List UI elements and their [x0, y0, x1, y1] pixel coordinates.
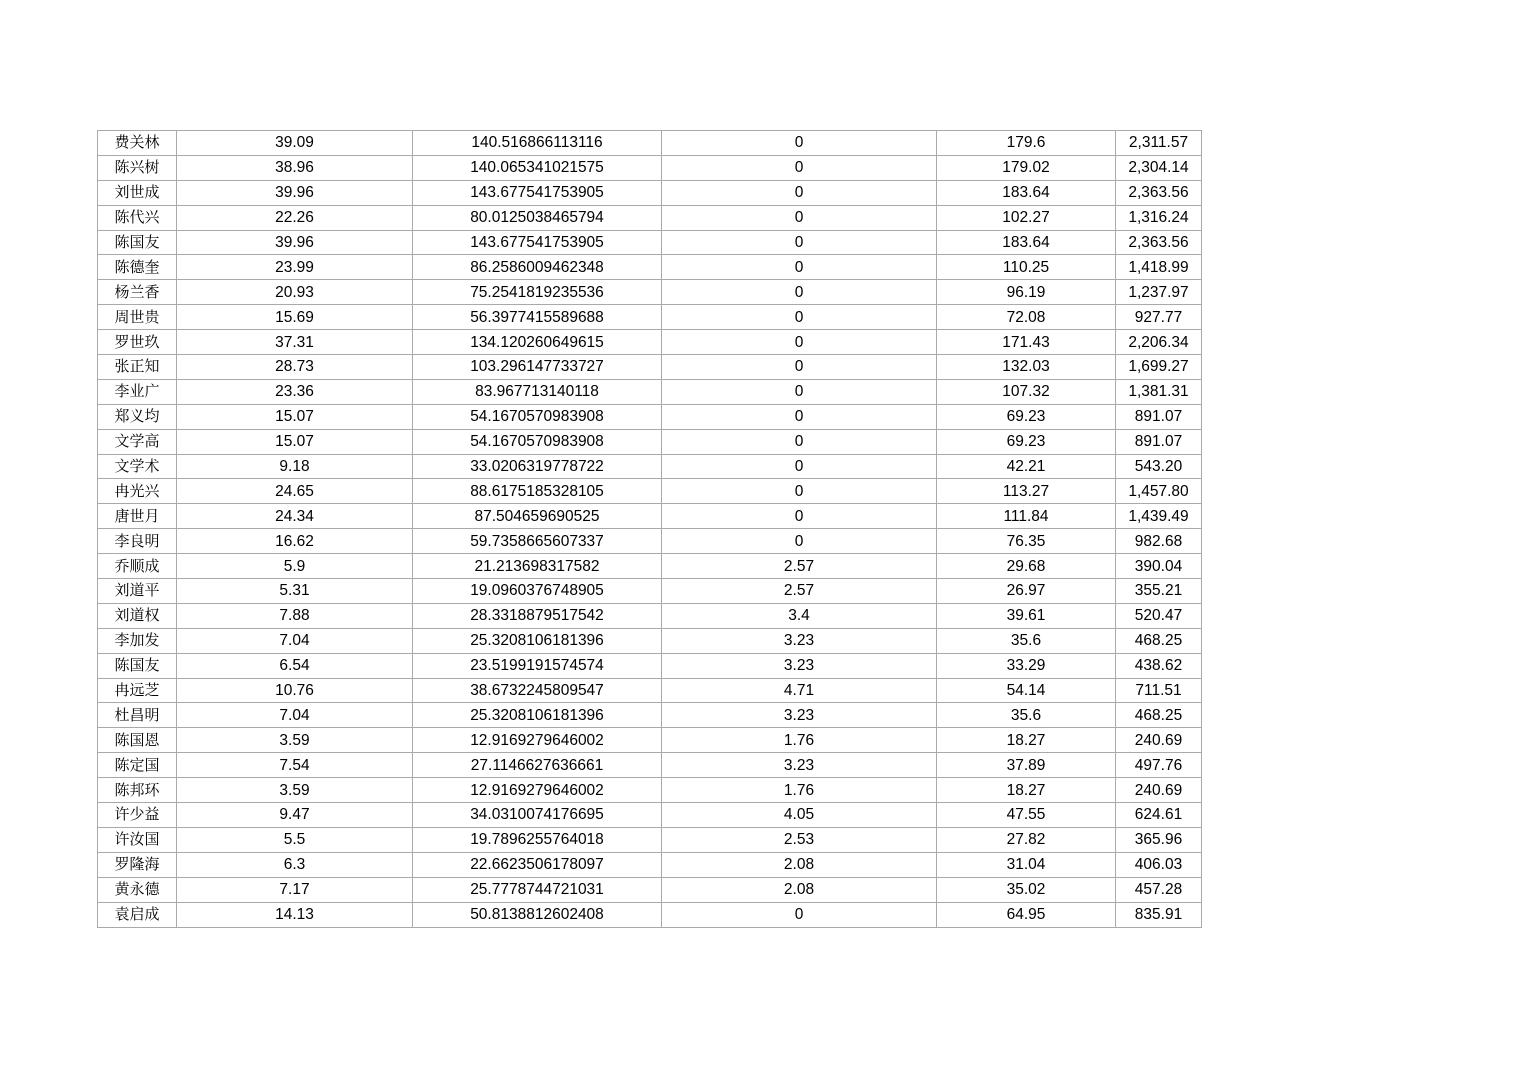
table-row — [98, 355, 1202, 380]
value-b-cell: 103.296147733727 — [413, 355, 662, 380]
table-row — [98, 429, 1202, 454]
name-cell: 郑义均 — [98, 404, 177, 429]
value-d-cell: 72.08 — [937, 305, 1116, 330]
amount-cell: 982.68 — [1116, 529, 1202, 554]
value-d-cell: 76.35 — [937, 529, 1116, 554]
value-d-cell: 39.61 — [937, 603, 1116, 628]
table-row — [98, 803, 1202, 828]
value-b-cell: 25.7778744721031 — [413, 877, 662, 902]
amount-cell: 1,457.80 — [1116, 479, 1202, 504]
value-b-cell: 27.1146627636661 — [413, 753, 662, 778]
value-a-cell: 28.73 — [177, 355, 413, 380]
value-c-cell: 0 — [662, 429, 937, 454]
name-cell: 陈国友 — [98, 653, 177, 678]
value-a-cell: 16.62 — [177, 529, 413, 554]
amount-cell: 438.62 — [1116, 653, 1202, 678]
value-d-cell: 69.23 — [937, 404, 1116, 429]
name-cell: 冉远芝 — [98, 678, 177, 703]
value-a-cell: 24.34 — [177, 504, 413, 529]
value-b-cell: 54.1670570983908 — [413, 404, 662, 429]
value-d-cell: 18.27 — [937, 728, 1116, 753]
value-b-cell: 86.2586009462348 — [413, 255, 662, 280]
table-row — [98, 131, 1202, 156]
value-b-cell: 25.3208106181396 — [413, 703, 662, 728]
name-cell: 杨兰香 — [98, 280, 177, 305]
name-cell: 许汝国 — [98, 827, 177, 852]
value-a-cell: 15.69 — [177, 305, 413, 330]
name-cell: 陈代兴 — [98, 205, 177, 230]
value-a-cell: 7.88 — [177, 603, 413, 628]
value-b-cell: 33.0206319778722 — [413, 454, 662, 479]
value-d-cell: 35.02 — [937, 877, 1116, 902]
value-c-cell: 0 — [662, 255, 937, 280]
value-d-cell: 107.32 — [937, 379, 1116, 404]
value-c-cell: 0 — [662, 230, 937, 255]
value-a-cell: 6.54 — [177, 653, 413, 678]
value-b-cell: 12.9169279646002 — [413, 778, 662, 803]
value-c-cell: 3.4 — [662, 603, 937, 628]
value-b-cell: 12.9169279646002 — [413, 728, 662, 753]
value-a-cell: 37.31 — [177, 330, 413, 355]
amount-cell: 1,237.97 — [1116, 280, 1202, 305]
value-d-cell: 29.68 — [937, 554, 1116, 579]
value-c-cell: 0 — [662, 131, 937, 156]
table-row — [98, 827, 1202, 852]
table-row — [98, 330, 1202, 355]
value-a-cell: 3.59 — [177, 778, 413, 803]
amount-cell: 927.77 — [1116, 305, 1202, 330]
value-c-cell: 0 — [662, 902, 937, 927]
table-row — [98, 902, 1202, 927]
amount-cell: 2,363.56 — [1116, 230, 1202, 255]
name-cell: 李业广 — [98, 379, 177, 404]
value-c-cell: 2.08 — [662, 877, 937, 902]
table-row — [98, 678, 1202, 703]
name-cell: 陈兴树 — [98, 155, 177, 180]
value-b-cell: 134.120260649615 — [413, 330, 662, 355]
name-cell: 李良明 — [98, 529, 177, 554]
value-d-cell: 96.19 — [937, 280, 1116, 305]
value-a-cell: 7.04 — [177, 628, 413, 653]
value-c-cell: 3.23 — [662, 703, 937, 728]
amount-cell: 365.96 — [1116, 827, 1202, 852]
value-a-cell: 15.07 — [177, 429, 413, 454]
value-b-cell: 28.3318879517542 — [413, 603, 662, 628]
name-cell: 陈国恩 — [98, 728, 177, 753]
value-d-cell: 27.82 — [937, 827, 1116, 852]
value-b-cell: 140.065341021575 — [413, 155, 662, 180]
table-body — [98, 131, 1202, 928]
amount-cell: 1,381.31 — [1116, 379, 1202, 404]
value-c-cell: 3.23 — [662, 653, 937, 678]
value-c-cell: 0 — [662, 280, 937, 305]
value-a-cell: 9.47 — [177, 803, 413, 828]
amount-cell: 468.25 — [1116, 703, 1202, 728]
value-a-cell: 20.93 — [177, 280, 413, 305]
amount-cell: 835.91 — [1116, 902, 1202, 927]
value-a-cell: 23.99 — [177, 255, 413, 280]
value-c-cell: 2.53 — [662, 827, 937, 852]
name-cell: 李加发 — [98, 628, 177, 653]
value-c-cell: 0 — [662, 504, 937, 529]
value-a-cell: 39.09 — [177, 131, 413, 156]
value-d-cell: 179.6 — [937, 131, 1116, 156]
value-c-cell: 0 — [662, 330, 937, 355]
value-c-cell: 2.57 — [662, 554, 937, 579]
value-a-cell: 22.26 — [177, 205, 413, 230]
value-c-cell: 0 — [662, 404, 937, 429]
table-row — [98, 728, 1202, 753]
table-row — [98, 529, 1202, 554]
name-cell: 陈德奎 — [98, 255, 177, 280]
name-cell: 袁启成 — [98, 902, 177, 927]
amount-cell: 240.69 — [1116, 778, 1202, 803]
table-row — [98, 454, 1202, 479]
value-c-cell: 2.08 — [662, 852, 937, 877]
value-a-cell: 38.96 — [177, 155, 413, 180]
name-cell: 陈定国 — [98, 753, 177, 778]
value-a-cell: 39.96 — [177, 180, 413, 205]
table-row — [98, 280, 1202, 305]
value-a-cell: 14.13 — [177, 902, 413, 927]
name-cell: 费关林 — [98, 131, 177, 156]
value-d-cell: 183.64 — [937, 180, 1116, 205]
value-d-cell: 47.55 — [937, 803, 1116, 828]
value-a-cell: 6.3 — [177, 852, 413, 877]
value-b-cell: 54.1670570983908 — [413, 429, 662, 454]
value-d-cell: 31.04 — [937, 852, 1116, 877]
value-d-cell: 111.84 — [937, 504, 1116, 529]
amount-cell: 457.28 — [1116, 877, 1202, 902]
amount-cell: 624.61 — [1116, 803, 1202, 828]
value-c-cell: 3.23 — [662, 628, 937, 653]
value-d-cell: 179.02 — [937, 155, 1116, 180]
value-b-cell: 143.677541753905 — [413, 180, 662, 205]
name-cell: 周世贵 — [98, 305, 177, 330]
name-cell: 黄永德 — [98, 877, 177, 902]
name-cell: 刘世成 — [98, 180, 177, 205]
data-table — [97, 130, 1202, 928]
name-cell: 罗隆海 — [98, 852, 177, 877]
value-b-cell: 21.213698317582 — [413, 554, 662, 579]
table-row — [98, 255, 1202, 280]
value-b-cell: 22.6623506178097 — [413, 852, 662, 877]
value-d-cell: 110.25 — [937, 255, 1116, 280]
table-row — [98, 180, 1202, 205]
table-row — [98, 778, 1202, 803]
name-cell: 冉光兴 — [98, 479, 177, 504]
table-row — [98, 852, 1202, 877]
value-b-cell: 88.6175185328105 — [413, 479, 662, 504]
value-d-cell: 26.97 — [937, 579, 1116, 604]
value-d-cell: 35.6 — [937, 703, 1116, 728]
value-d-cell: 42.21 — [937, 454, 1116, 479]
table-row — [98, 155, 1202, 180]
amount-cell: 2,304.14 — [1116, 155, 1202, 180]
amount-cell: 468.25 — [1116, 628, 1202, 653]
amount-cell: 2,363.56 — [1116, 180, 1202, 205]
table-row — [98, 504, 1202, 529]
amount-cell: 390.04 — [1116, 554, 1202, 579]
value-a-cell: 5.31 — [177, 579, 413, 604]
name-cell: 陈国友 — [98, 230, 177, 255]
value-b-cell: 25.3208106181396 — [413, 628, 662, 653]
table-row — [98, 479, 1202, 504]
name-cell: 乔顺成 — [98, 554, 177, 579]
amount-cell: 543.20 — [1116, 454, 1202, 479]
value-a-cell: 23.36 — [177, 379, 413, 404]
table-row — [98, 305, 1202, 330]
table-row — [98, 230, 1202, 255]
value-c-cell: 3.23 — [662, 753, 937, 778]
amount-cell: 711.51 — [1116, 678, 1202, 703]
name-cell: 文学高 — [98, 429, 177, 454]
table-row — [98, 379, 1202, 404]
table-row — [98, 753, 1202, 778]
amount-cell: 891.07 — [1116, 429, 1202, 454]
table-row — [98, 628, 1202, 653]
value-c-cell: 0 — [662, 180, 937, 205]
table-row — [98, 653, 1202, 678]
amount-cell: 1,418.99 — [1116, 255, 1202, 280]
value-a-cell: 7.04 — [177, 703, 413, 728]
table-row — [98, 877, 1202, 902]
amount-cell: 406.03 — [1116, 852, 1202, 877]
value-d-cell: 171.43 — [937, 330, 1116, 355]
value-c-cell: 0 — [662, 205, 937, 230]
value-c-cell: 0 — [662, 355, 937, 380]
value-c-cell: 1.76 — [662, 778, 937, 803]
value-d-cell: 37.89 — [937, 753, 1116, 778]
value-d-cell: 69.23 — [937, 429, 1116, 454]
name-cell: 刘道权 — [98, 603, 177, 628]
value-d-cell: 132.03 — [937, 355, 1116, 380]
value-a-cell: 3.59 — [177, 728, 413, 753]
value-c-cell: 0 — [662, 305, 937, 330]
value-b-cell: 38.6732245809547 — [413, 678, 662, 703]
value-d-cell: 33.29 — [937, 653, 1116, 678]
name-cell: 罗世玖 — [98, 330, 177, 355]
value-d-cell: 64.95 — [937, 902, 1116, 927]
name-cell: 杜昌明 — [98, 703, 177, 728]
value-b-cell: 23.5199191574574 — [413, 653, 662, 678]
name-cell: 陈邦环 — [98, 778, 177, 803]
amount-cell: 1,439.49 — [1116, 504, 1202, 529]
value-b-cell: 140.516866113116 — [413, 131, 662, 156]
table-row — [98, 579, 1202, 604]
amount-cell: 497.76 — [1116, 753, 1202, 778]
name-cell: 刘道平 — [98, 579, 177, 604]
amount-cell: 2,311.57 — [1116, 131, 1202, 156]
value-b-cell: 80.0125038465794 — [413, 205, 662, 230]
amount-cell: 2,206.34 — [1116, 330, 1202, 355]
value-d-cell: 54.14 — [937, 678, 1116, 703]
amount-cell: 355.21 — [1116, 579, 1202, 604]
value-c-cell: 0 — [662, 155, 937, 180]
amount-cell: 240.69 — [1116, 728, 1202, 753]
value-a-cell: 39.96 — [177, 230, 413, 255]
table-row — [98, 603, 1202, 628]
value-d-cell: 102.27 — [937, 205, 1116, 230]
value-a-cell: 5.9 — [177, 554, 413, 579]
value-c-cell: 0 — [662, 529, 937, 554]
value-c-cell: 4.71 — [662, 678, 937, 703]
value-a-cell: 10.76 — [177, 678, 413, 703]
value-a-cell: 9.18 — [177, 454, 413, 479]
value-d-cell: 113.27 — [937, 479, 1116, 504]
value-a-cell: 7.54 — [177, 753, 413, 778]
table-row — [98, 404, 1202, 429]
table-row — [98, 703, 1202, 728]
value-b-cell: 50.8138812602408 — [413, 902, 662, 927]
value-a-cell: 15.07 — [177, 404, 413, 429]
value-a-cell: 24.65 — [177, 479, 413, 504]
table-row — [98, 205, 1202, 230]
table-row — [98, 554, 1202, 579]
value-b-cell: 56.3977415589688 — [413, 305, 662, 330]
value-b-cell: 59.7358665607337 — [413, 529, 662, 554]
name-cell: 张正知 — [98, 355, 177, 380]
value-d-cell: 183.64 — [937, 230, 1116, 255]
name-cell: 唐世月 — [98, 504, 177, 529]
value-c-cell: 1.76 — [662, 728, 937, 753]
value-b-cell: 19.7896255764018 — [413, 827, 662, 852]
amount-cell: 1,699.27 — [1116, 355, 1202, 380]
value-c-cell: 0 — [662, 379, 937, 404]
value-d-cell: 18.27 — [937, 778, 1116, 803]
name-cell: 许少益 — [98, 803, 177, 828]
value-b-cell: 87.504659690525 — [413, 504, 662, 529]
amount-cell: 520.47 — [1116, 603, 1202, 628]
value-c-cell: 0 — [662, 479, 937, 504]
value-a-cell: 7.17 — [177, 877, 413, 902]
amount-cell: 1,316.24 — [1116, 205, 1202, 230]
value-d-cell: 35.6 — [937, 628, 1116, 653]
value-b-cell: 19.0960376748905 — [413, 579, 662, 604]
amount-cell: 891.07 — [1116, 404, 1202, 429]
value-c-cell: 4.05 — [662, 803, 937, 828]
value-b-cell: 83.967713140118 — [413, 379, 662, 404]
value-c-cell: 0 — [662, 454, 937, 479]
value-b-cell: 34.0310074176695 — [413, 803, 662, 828]
value-b-cell: 143.677541753905 — [413, 230, 662, 255]
value-a-cell: 5.5 — [177, 827, 413, 852]
value-c-cell: 2.57 — [662, 579, 937, 604]
name-cell: 文学术 — [98, 454, 177, 479]
value-b-cell: 75.2541819235536 — [413, 280, 662, 305]
